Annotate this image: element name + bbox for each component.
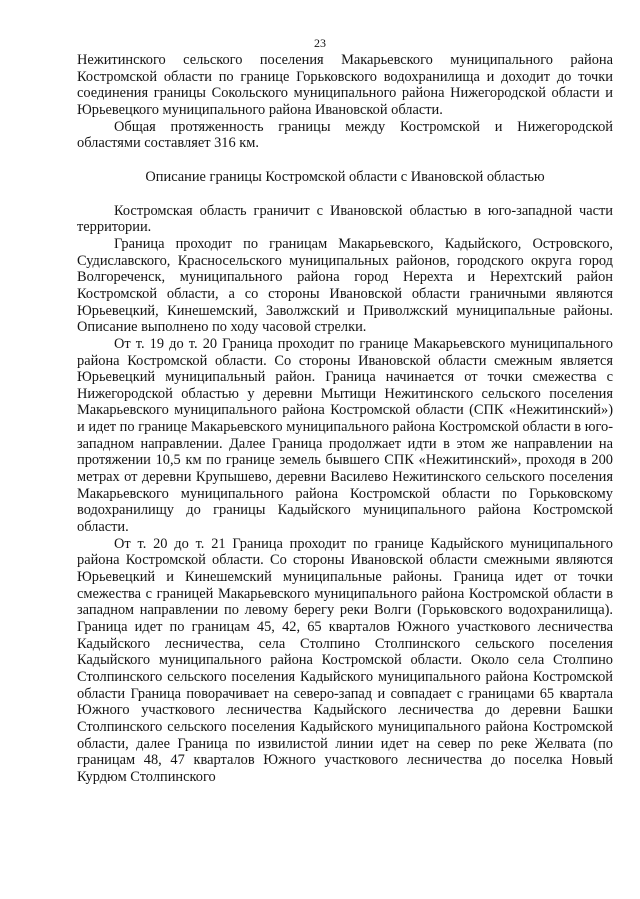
document-body	[77, 52, 613, 786]
section-heading: Описание границы Костромской области с Ивановской областью	[145, 168, 545, 185]
page-number: 23	[314, 36, 326, 50]
paragraph-segment-20-21: От т. 20 до т. 21 Граница проходит по границе Кадыйского муниципального района Костромской области. Со стороны Ивановской области смежными являются Юрьевецкий и Кинешемский муниципальные районы. Граница идет от точки смежества с границей Макарьевского муниципального района Костромской области в западном направлении по левому берегу реки Волги (Горьковского водохранилища). Граница идет по границам 45, 42, 65 кварталов Южного участкового лесничества Кадыйского лесничества, села Столпино Столпинского сельского поселения Кадыйского муниципального района Костромской области. Около села Столпино Столпинского сельского поселения Кадыйского муниципального района Костромской области Граница поворачивает на северо-запад и совпадает с границами 65 квартала Южного участкового лесничества Кадыйского лесничества до деревни Башки Столпинского сельского поселения Кадыйского муниципального района Костромской области, далее Граница по извилистой линии идет на север по реке Желвата (по границам 48, 47 кварталов Южного участкового лесничества до поселка Новый Курдюм Столпинского	[77, 535, 613, 785]
paragraph-districts: Граница проходит по границам Макарьевского, Кадыйского, Островского, Судиславского, Красносельского муниципальных районов, городского округа город Волгореченск, муниципального района город Нерехта и Нерехтский район Костромской области, а со стороны Ивановской области граничными являются Юрьевецкий, Кинешемский, Заволжский и Приволжский муниципальные районы. Описание выполнено по ходу часовой стрелки.	[77, 235, 613, 336]
paragraph-continuation: Нежитинского сельского поселения Макарьевского муниципального района Костромской области по границе Горьковского водохранилища и доходит до точки соединения границы Сокольского муниципального района Нижегородской области и Юрьевецкого муниципального района Ивановской области.	[77, 52, 613, 118]
paragraph-intro: Костромская область граничит с Ивановской областью в юго-западной части территории.	[77, 202, 613, 236]
paragraph-total-length: Общая протяженность границы между Костромской и Нижегородской областями составляет 316 км.	[77, 118, 613, 152]
paragraph-segment-19-20: От т. 19 до т. 20 Граница проходит по границе Макарьевского муниципального района Костромской области. Со стороны Ивановской области смежным является Юрьевецкий муниципальный район. Граница начинается от точки смежества с Нижегородской областью у деревни Мытищи Нежитинского сельского поселения Макарьевского муниципального района Костромской области (СПК «Нежитинский») и идет по границе Макарьевского муниципального района Костромской области в юго-западном направлении. Далее Граница продолжает идти в этом же направлении на протяжении 10,5 км по границе земель бывшего СПК «Нежитинский», проходя в 200 метрах от деревни Крупышево, деревни Василево Нежитинского сельского поселения Макарьевского муниципального района Костромской области по Горьковскому водохранилищу до границы Кадыйского муниципального района Костромской области.	[77, 335, 613, 536]
